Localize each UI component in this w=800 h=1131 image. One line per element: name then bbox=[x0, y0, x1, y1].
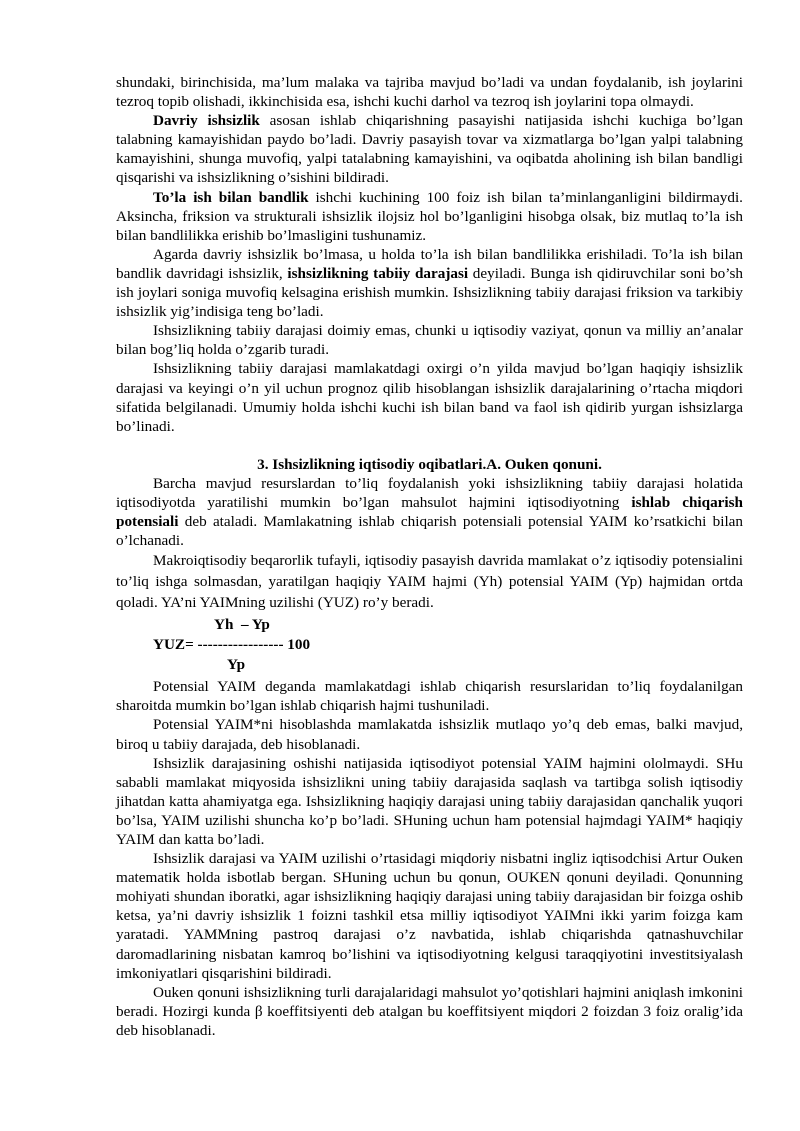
formula-numerator: Yh – Yp bbox=[214, 616, 270, 634]
formula-denominator: Yp bbox=[227, 656, 246, 674]
paragraph-text: deb ataladi. Mamlakatning ishlab chiqarish potensiali potensial YAIM ko’rsatkichi bilan o’lchanadi. bbox=[116, 513, 743, 550]
term-cyclical-unemployment: Davriy ishsizlik bbox=[153, 112, 260, 130]
paragraph-text: Agarda davriy ishsizlik bo’lmasa, u holda to’la ish bilan bandlilikka erishiladi. To’la ish bilan bandlik davridagi ishsizlik, bbox=[116, 245, 743, 282]
section-heading: 3. Ishsizlikning iqtisodiy oqibatlari.A. Ouken qonuni. bbox=[257, 455, 602, 473]
paragraph-text: asosan ishlab chiqarishning pasayishi natijasida ishchi kuchiga bo’lgan talabning kamayishidan paydo bo’ladi. Davriy pasayish tovar va xizmatlarga bo’lgan yalpi talabning kamayishini, shunga muvofiq, yalpi tatalabning kamayishini, va oqibatda aholining ish bilan bandligi qisqarishi va ishsizlikning o’sishini bildiradi. bbox=[116, 112, 743, 187]
paragraph-cyclical-unemployment bbox=[116, 111, 743, 187]
paragraph-8: Makroiqtisodiy beqarorlik tufayli, iqtisodiy pasayish davrida mamlakat o’z iqtisodiy potensialini to’liq ishga solmasdan, yaratilgan haqiqiy YAIM hajmi (Yh) potensial YAIM (Yp) hajmidan ortda qoladi. YA’ni YAIMning uzilishi (YUZ) ro’y beradi. bbox=[116, 552, 743, 612]
paragraph-13: Ouken qonuni ishsizlikning turli darajalaridagi mahsulot yo’qotishlari hajmini aniqlash imkonini beradi. Hozirgi kunda β koeffitsiyenti deb atalgan bu koeffitsiyent miqdori 2 foizdan 3 foiz oralig’ida deb hisoblanadi. bbox=[116, 983, 743, 1039]
term-natural-rate: ishsizlikning tabiiy darajasi bbox=[287, 264, 469, 282]
paragraph-12: Ishsizlik darajasi va YAIM uzilishi o’rtasidagi miqdoriy nisbatni ingliz iqtisodchisi Artur Ouken matematik holda isbotlab bergan. SHuning uchun bu qonun, OUKEN qonuni deyiladi. Qonunning mohiyati shundan iboratki, agar ishsizlikning haqiqiy darajasi uning tabiiy darajasidan bir foizga oshib ketsa, ya’ni davriy ishsizlik 1 foizni tashkil etsa milliy iqtisodiyot YAIMni ikki yarim foizga kam yaratadi. YAMMning pastroq darajasi o’z navbatida, ishlab chiqarishda qatnashuvchilar daromadlarining nisbatan kamroq bo’lishini va iqtisodiyotning kelgusi taraqqiyotini investitsiyalash imkoniyatlari qisqarishini bildiradi. bbox=[116, 850, 743, 982]
paragraph-text: ishchi kuchining 100 foiz ish bilan ta’minlanganligini bildirmaydi. Aksincha, friksion va strukturali ishsizlik ilojsiz hol bo’lganligini hisobga olsak, biz mutlaq to’la ish bilan bandlilikka erishib bo’lmasligini tushunamiz. bbox=[116, 188, 743, 244]
paragraph-5: Ishsizlikning tabiiy darajasi doimiy emas, chunki u iqtisodiy vaziyat, qonun va milliy an’analar bilan bog’liq holda o’zgarib turadi. bbox=[116, 322, 743, 359]
formula-main: YUZ= ----------------- 100 bbox=[153, 636, 311, 654]
paragraph-natural-rate bbox=[116, 245, 743, 321]
paragraph-9: Potensial YAIM deganda mamlakatdagi ishlab chiqarish resurslaridan to’liq foydalanilgan sharoitda mumkin bo’lgan ishlab chiqarish hajmi tushuniladi. bbox=[116, 678, 743, 715]
term-full-employment: To’la ish bilan bandlik bbox=[153, 188, 309, 206]
paragraph-11: Ishsizlik darajasining oshishi natijasida iqtisodiyot potensial YAIM hajmini ololmaydi. SHu sababli mamlakat miqyosida ishsizlikni uning tabiiy darajasida saqlash va tartibga solish iqtisodiy jihatdan katta ahamiyatga ega. Ishsizlikning haqiqiy darajasi uning tabiiy darajasidan qanchalik yuqori bo’lsa, YAIM uzilishi shuncha ko’p bo’ladi. SHuning uchun ham potensial hajmdagi YAIM* haqiqiy YAIM dan katta bo’ladi. bbox=[116, 754, 743, 848]
paragraph-text: deyiladi. Bunga ish qidiruvchilar soni bo’sh ish joylari soniga muvofiq kelsagina erishish mumkin. Ishsizlikning tabiiy darajasi friksion va tarkibiy ishsizlik yig’indisiga teng bo’ladi. bbox=[116, 264, 743, 321]
paragraph-text: Barcha mavjud resurslardan to’liq foydalanish yoki ishsizlikning tabiiy darajasi holatida iqtisodiyotda yaratilishi mumkin bo’lgan mahsulot hajmini iqtisodiyotning bbox=[116, 474, 743, 511]
term-production-potential: ishlab chiqarish potensiali bbox=[116, 493, 743, 531]
gdp-gap-formula bbox=[116, 615, 743, 675]
paragraph-6: Ishsizlikning tabiiy darajasi mamlakatdagi oxirgi o’n yilda mavjud bo’lgan haqiqiy ishsizlik darajasi va keyingi o’n yil uchun prognoz qilib hisoblangan ishsizlik darajalarining o’rtacha miqdori sifatida belgilanadi. Umumiy holda ishchi kuchi ish bilan band va faol ish qidirib yurgan ishsizlarga bo’linadi. bbox=[116, 360, 743, 435]
paragraph-10: Potensial YAIM*ni hisoblashda mamlakatda ishsizlik mutlaqo yo’q deb emas, balki mavjud, biroq u tabiiy darajada, deb hisoblanadi. bbox=[116, 716, 743, 753]
paragraph-production-potential bbox=[116, 474, 743, 550]
paragraph-full-employment bbox=[116, 188, 743, 245]
paragraph-1: shundaki, birinchisida, ma’lum malaka va tajriba mavjud bo’ladi va undan foydalanib, ish joylarini tezroq topib olishadi, ikkinchisida esa, ishchi kuchi darhol va tezroq ish joylarini topa olmaydi. bbox=[116, 74, 743, 111]
